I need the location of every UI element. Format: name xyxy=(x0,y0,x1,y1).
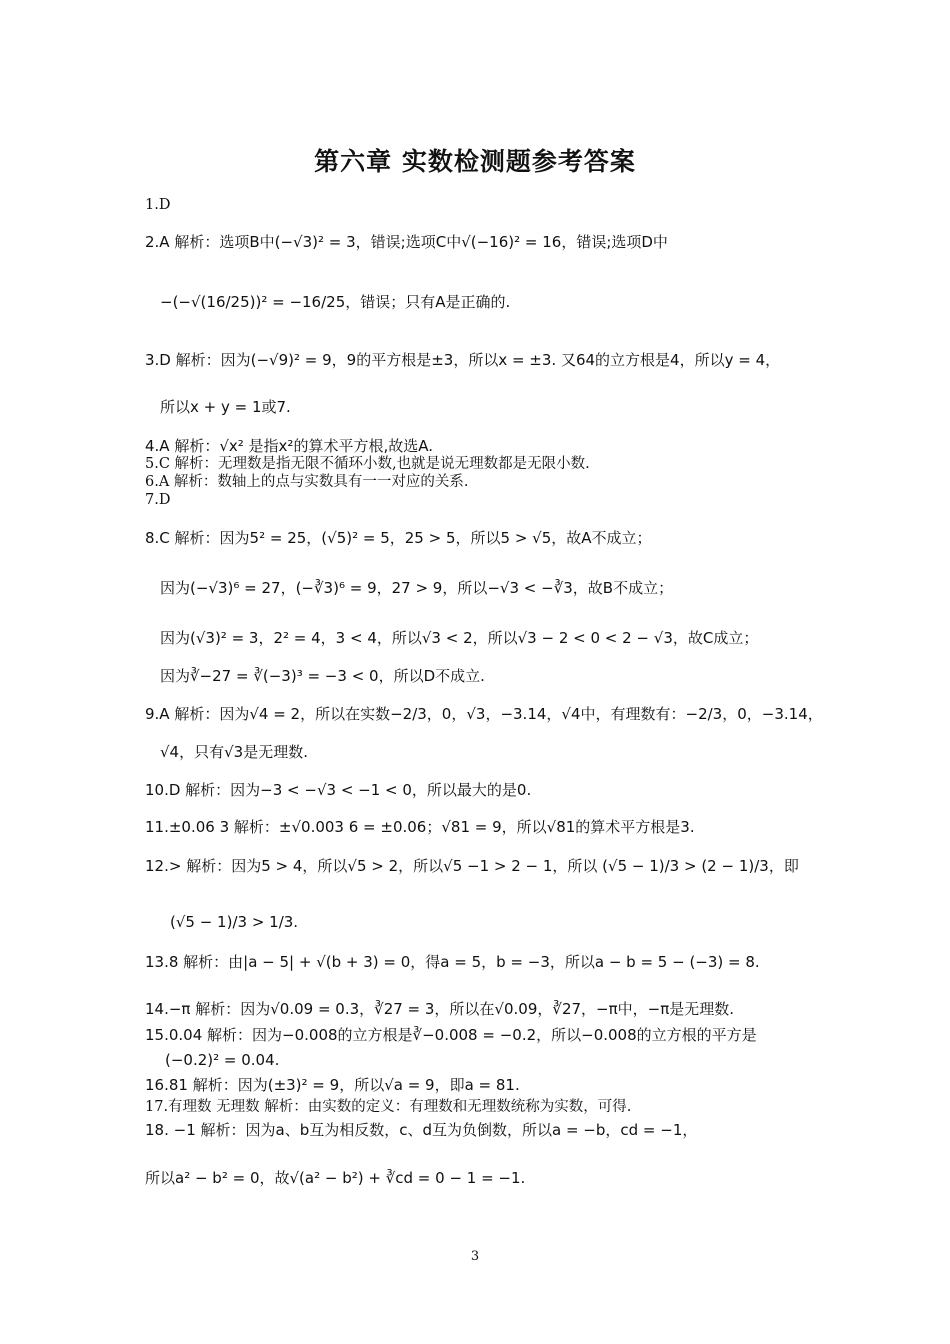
answer-line: 11.±0.06 3 解析：±√0.003 6 = ±0.06；√81 = 9，所以√81的算术平方根是3. xyxy=(145,818,695,836)
answer-line: 12.> 解析：因为5 > 4，所以√5 > 2，所以√5 −1 > 2 − 1，所以 (√5 − 1)/3 > (2 − 1)/3，即 xyxy=(145,857,799,875)
answer-line: 因为∛−27 = ∛(−3)³ = −3 < 0，所以D不成立. xyxy=(160,667,485,685)
answer-line: √4，只有√3是无理数. xyxy=(160,743,308,761)
answer-line: 3.D 解析：因为(−√9)² = 9，9的平方根是±3，所以x = ±3. 又64的立方根是4，所以y = 4， xyxy=(145,351,781,369)
answer-line: 13.8 解析：由|a − 5| + √(b + 3) = 0，得a = 5，b = −3，所以a − b = 5 − (−3) = 8. xyxy=(145,953,760,971)
answer-line: 8.C 解析：因为5² = 25，(√5)² = 5，25 > 5，所以5 > √5，故A不成立； xyxy=(145,529,652,547)
answer-line: 16.81 解析：因为(±3)² = 9，所以√a = 9，即a = 81. xyxy=(145,1076,520,1094)
answer-line: 所以a² − b² = 0，故√(a² − b²) + ∛cd = 0 − 1 = −1. xyxy=(145,1169,526,1187)
answer-line: 2.A 解析：选项B中(−√3)² = 3，错误;选项C中√(−16)² = 16，错误;选项D中 xyxy=(145,233,668,251)
answer-line: −(−√(16/25))² = −16/25，错误；只有A是正确的. xyxy=(160,293,511,311)
answer-line: 所以x + y = 1或7. xyxy=(160,398,291,416)
answer-line: 4.A 解析：√x² 是指x²的算术平方根,故选A. xyxy=(145,437,433,455)
answer-line: (−0.2)² = 0.04. xyxy=(165,1051,280,1069)
answer-line: (√5 − 1)/3 > 1/3. xyxy=(170,913,299,931)
answer-line: 18. −1 解析：因为a、b互为相反数，c、d互为负倒数，所以a = −b，cd = −1， xyxy=(145,1121,698,1139)
answer-line: 17.有理数 无理数 解析：由实数的定义：有理数和无理数统称为实数，可得. xyxy=(145,1099,632,1115)
page-title: 第六章 实数检测题参考答案 xyxy=(314,147,636,176)
answer-line: 6.A 解析：数轴上的点与实数具有一一对应的关系. xyxy=(145,474,469,490)
answer-line: 7.D xyxy=(145,492,171,508)
answer-line: 10.D 解析：因为−3 < −√3 < −1 < 0，所以最大的是0. xyxy=(145,781,532,799)
answer-line: 5.C 解析：无理数是指无限不循环小数,也就是说无理数都是无限小数. xyxy=(145,456,590,472)
answer-line: 1.D xyxy=(145,197,171,213)
answer-line: 14.−π 解析：因为√0.09 = 0.3，∛27 = 3，所以在√0.09，∛27，−π中，−π是无理数. xyxy=(145,1000,735,1018)
answer-line: 15.0.04 解析：因为−0.008的立方根是∛−0.008 = −0.2，所以−0.008的立方根的平方是 xyxy=(145,1026,757,1044)
page-number: 3 xyxy=(470,1249,480,1264)
answer-line: 9.A 解析：因为√4 = 2，所以在实数−2/3，0，√3，−3.14，√4中，有理数有：−2/3，0，−3.14， xyxy=(145,705,823,723)
answer-line: 因为(−√3)⁶ = 27，(−∛3)⁶ = 9，27 > 9，所以−√3 < −∛3，故B不成立； xyxy=(160,579,674,597)
answer-line: 因为(√3)² = 3，2² = 4，3 < 4，所以√3 < 2，所以√3 − 2 < 0 < 2 − √3，故C成立； xyxy=(160,629,759,647)
